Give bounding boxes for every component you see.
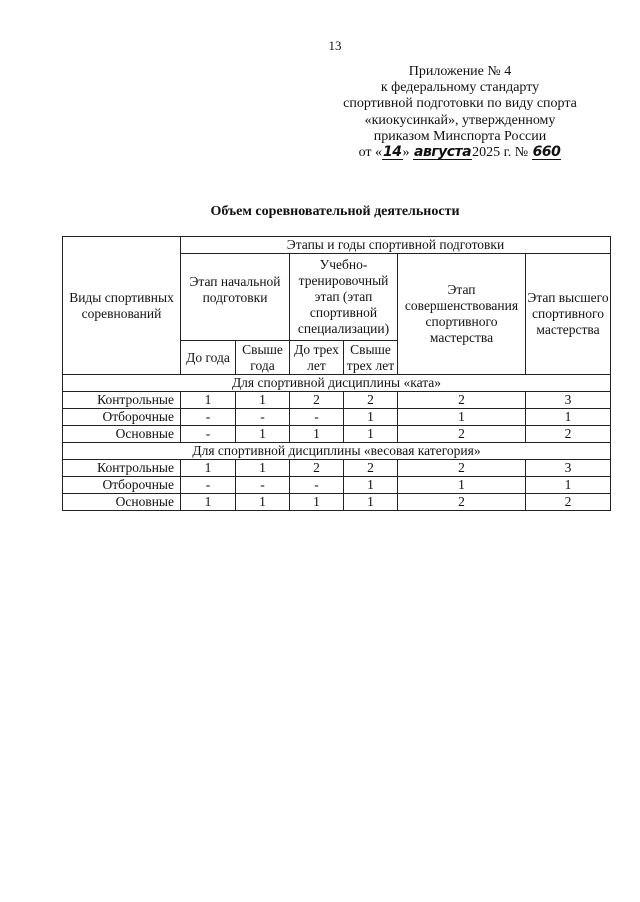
value-cell: 1 [236, 426, 290, 443]
value-cell: 2 [398, 426, 526, 443]
value-cell: 3 [526, 392, 611, 409]
appendix-line-order: приказом Минспорта России [373, 128, 547, 144]
section-heading: Для спортивной дисциплины «ката» [63, 375, 611, 392]
date-prefix: от « [358, 145, 383, 161]
table-row [63, 426, 611, 443]
competition-type-cell: Отборочные [63, 477, 181, 494]
value-cell: 1 [236, 460, 290, 477]
header-stage-improvement: Этап совершенствования спортивного мастерства [398, 254, 526, 375]
competition-type-cell: Контрольные [63, 460, 181, 477]
table-row [63, 409, 611, 426]
value-cell: - [236, 477, 290, 494]
competition-type-cell: Отборочные [63, 409, 181, 426]
value-cell: 2 [290, 392, 344, 409]
value-cell: 1 [344, 409, 398, 426]
value-cell: 1 [526, 409, 611, 426]
section-heading-row [63, 443, 611, 460]
section-heading-row [63, 375, 611, 392]
date-year: 2025 г. № [472, 145, 529, 161]
value-cell: 2 [526, 494, 611, 511]
value-cell: 1 [181, 460, 236, 477]
date-mid: » [402, 145, 410, 161]
value-cell: 1 [236, 392, 290, 409]
appendix-line-standard: к федеральному стандарту [380, 80, 540, 96]
table-row [63, 460, 611, 477]
value-cell: 1 [344, 494, 398, 511]
value-cell: 1 [290, 494, 344, 511]
value-cell: - [236, 409, 290, 426]
value-cell: 1 [398, 477, 526, 494]
table-row [63, 494, 611, 511]
value-cell: 2 [398, 392, 526, 409]
appendix-title: Приложение № 4 [408, 64, 512, 79]
appendix-line-sport: спортивной подготовки по виду спорта [343, 96, 577, 112]
page-number: 13 [328, 38, 342, 53]
value-cell: 1 [236, 494, 290, 511]
header-stages-group: Этапы и годы спортивной подготовки [181, 237, 611, 254]
value-cell: 1 [344, 426, 398, 443]
value-cell: - [290, 477, 344, 494]
subheader-over-three-years: Свыше трех лет [344, 341, 398, 375]
subheader-over-year: Свыше года [236, 341, 290, 375]
competition-type-cell: Основные [63, 494, 181, 511]
value-cell: 1 [526, 477, 611, 494]
competition-type-cell: Контрольные [63, 392, 181, 409]
handwritten-day: 14 [383, 144, 402, 161]
value-cell: 1 [398, 409, 526, 426]
value-cell: 1 [344, 477, 398, 494]
document-title: Объем соревновательной деятельности [210, 204, 460, 219]
value-cell: 1 [181, 494, 236, 511]
value-cell: - [181, 409, 236, 426]
value-cell: 1 [290, 426, 344, 443]
competition-type-cell: Основные [63, 426, 181, 443]
value-cell: 2 [398, 460, 526, 477]
value-cell: 3 [526, 460, 611, 477]
value-cell: 1 [181, 392, 236, 409]
value-cell: - [181, 477, 236, 494]
value-cell: 2 [526, 426, 611, 443]
appendix-line-kyokushin: «киокусинкай», утвержденному [364, 112, 556, 128]
handwritten-order-number: 660 [532, 144, 561, 161]
value-cell: 2 [344, 392, 398, 409]
header-sport-types: Виды спортивных соревнований [63, 237, 181, 375]
handwritten-month: августа [414, 144, 472, 161]
subheader-up-to-year: До года [181, 341, 236, 375]
table-row [63, 392, 611, 409]
header-stage-highest: Этап высшего спортивного мастерства [526, 254, 611, 375]
value-cell: - [290, 409, 344, 426]
subheader-up-to-three-years: До трех лет [290, 341, 344, 375]
header-stage-training: Учебно-тренировочный этап (этап спортивной специализации) [290, 254, 398, 341]
header-stage-initial: Этап начальной подготовки [181, 254, 290, 341]
appendix-header [300, 64, 620, 161]
value-cell: 2 [398, 494, 526, 511]
value-cell: 2 [344, 460, 398, 477]
appendix-date-line [300, 145, 620, 161]
value-cell: - [181, 426, 236, 443]
section-heading: Для спортивной дисциплины «весовая категория» [63, 443, 611, 460]
table-row [63, 477, 611, 494]
value-cell: 2 [290, 460, 344, 477]
competition-volume-table [62, 236, 611, 511]
